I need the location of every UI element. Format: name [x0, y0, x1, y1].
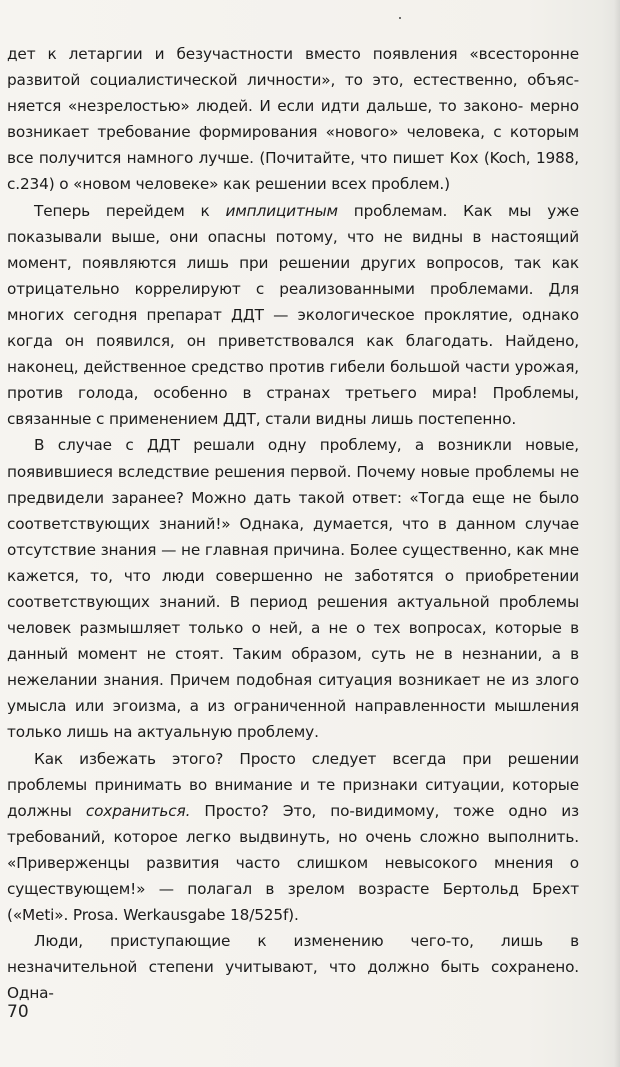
- paragraph-3: [7, 432, 579, 745]
- paragraph-text: Люди, приступающие к изменению чего-то, лишь в незначительной степени учитывают, что должно быть сохранено. Одна-: [7, 932, 579, 1003]
- line: с которым все получится намного лучше. (Почитайте, что пишет: [7, 123, 580, 168]
- paragraph-text: Просто? Это, по-видимому, тоже одно из требований, которое легко выдвинуть, но очень сложно выполнить. «Приверженцы развития часто слишком невысокого мнения о существующем!» — полагал в зрелом возрасте Бертольд Брехт («Meti». Prosa. Werkausgabe 18/525f).: [7, 801, 579, 925]
- print-speck: [399, 17, 401, 19]
- paragraph-text: В случае с ДДТ решали одну проблему, а возникли новые, появившиеся вследствие решения первой. Почему новые проблемы не предвидели заранее? Можно дать такой ответ: «Тогда еще не было соответствующих знаний!» Однака, думается, что в данном случае отсутствие знания — не главная причина. Более существенно, как мне кажется, то, что люди совершенно не заботятся о приобретении соответствующих знаний. В период решения актуальной проблемы человек размышляет только о ней, а не о тех вопросах, которые в данный момент не стоят. Таким образом, суть не в незнании, а в нежелании знания. Причем подобная ситуация возникает не из злого умысла или эгоизма, а из ограниченной направленности мышления только лишь на актуальную проблему.: [7, 436, 579, 742]
- line: няется «незрелостью» людей. И если идти дальше, то законо-: [7, 97, 524, 116]
- page-number: 70: [7, 1002, 29, 1022]
- paragraph-text: проблемам. Как мы уже показывали выше, они опасны потому, что не видны в настоящий момент, появляются лишь при решении других вопросов, так как отрицательно коррелируют с реализованными проблемами. Для многих сегодня препарат ДДТ — экологическое проклятие, однако когда он появился, он приветствовался как благодать. Найдено, наконец, действенное средство против гибели большой части урожая, против голода, особенно в странах третьего мира! Проблемы, связанные с применением ДДТ, стали видны лишь постепенно.: [7, 201, 579, 429]
- paragraph-4: [7, 746, 579, 929]
- page-edge-shadow: [614, 0, 620, 1067]
- line: развитой социалистической личности», то это, естественно, объяс-: [7, 71, 579, 90]
- paragraph-text: Теперь перейдем к: [34, 201, 226, 220]
- emphasis: сохраниться.: [85, 801, 191, 820]
- line: проблем.): [371, 175, 450, 194]
- body-text: [7, 41, 579, 1006]
- paragraph-5: [7, 928, 579, 1006]
- paragraph-1: [7, 41, 579, 198]
- paragraph-text: Как избежать этого? Просто следует всегда при решении проблемы принимать во внимание и те признаки ситуации, которые должны: [7, 749, 579, 820]
- line: мерно возникает требование формирования «нового» человека,: [7, 97, 580, 142]
- line: Кох (Koch, 1988, с.234) о «новом человеке» как решении всех: [7, 149, 579, 194]
- line: дет к летаргии и безучастности вместо появления «всесторонне: [7, 45, 579, 63]
- emphasis: имплицитным: [225, 201, 338, 220]
- paragraph-2: [7, 198, 579, 433]
